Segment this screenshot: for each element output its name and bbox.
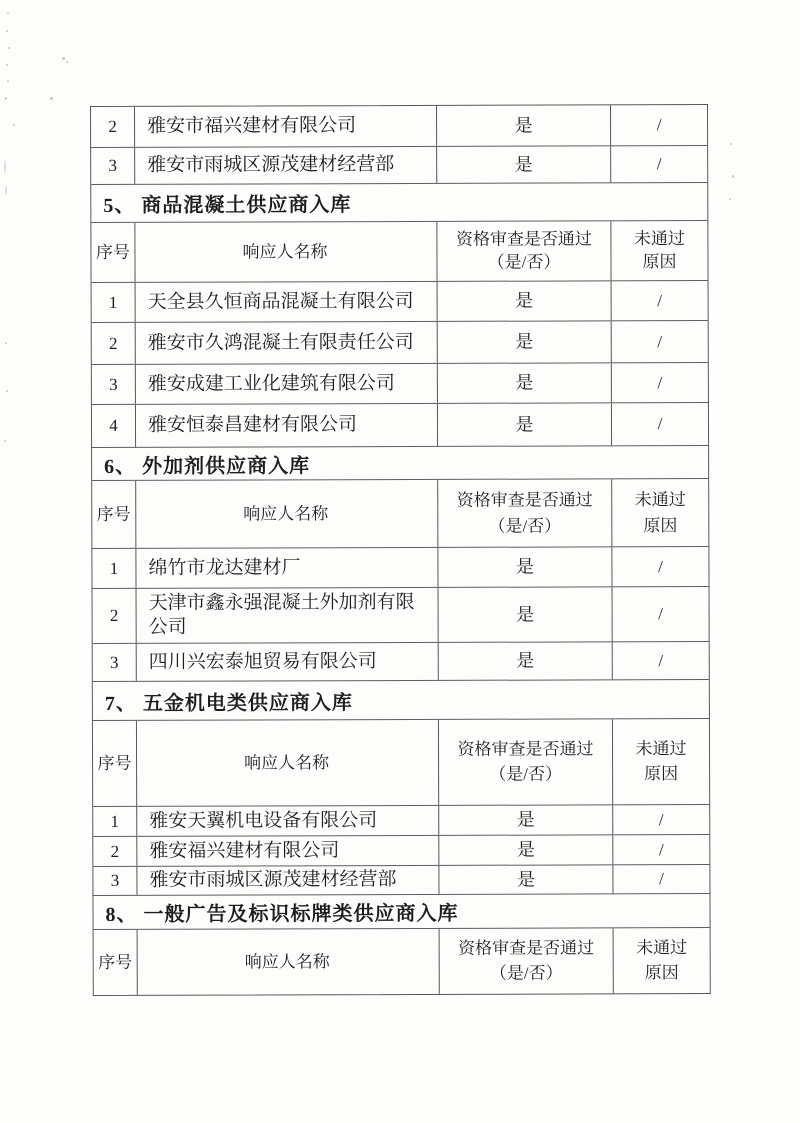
scan-noise <box>6 64 8 66</box>
pass-cell: 是 <box>438 805 612 835</box>
name-cell: 雅安恒泰昌建材有限公司 <box>135 404 437 447</box>
header-reason <box>610 221 707 280</box>
scan-noise <box>13 124 15 126</box>
reason-cell: / <box>612 642 709 679</box>
pass-cell: 是 <box>436 146 610 183</box>
header-pass <box>438 719 612 805</box>
scan-noise <box>4 440 6 442</box>
header-pass-line1: 资格审查是否通过 <box>456 490 593 510</box>
header-reason-line1: 未通过 <box>636 938 688 958</box>
reason-cell: / <box>612 587 709 641</box>
header-seq: 序号 <box>98 952 133 972</box>
pass-cell: 是 <box>438 865 612 894</box>
table-row <box>93 804 709 836</box>
pass-cell: 是 <box>437 403 611 446</box>
seq-cell: 1 <box>109 558 119 578</box>
scan-noise <box>5 342 7 344</box>
header-reason-line2: 原因 <box>644 963 679 983</box>
header-seq: 序号 <box>95 242 130 262</box>
name-cell: 绵竹市龙达建材厂 <box>135 548 437 588</box>
reason-cell: / <box>610 105 707 145</box>
seq-cell: 1 <box>108 292 118 312</box>
section-5-title: 5、 商品混凝土供应商入库 <box>91 182 707 222</box>
name-cell: 雅安福兴建材有限公司 <box>136 836 438 866</box>
header-reason-line1: 未通过 <box>634 489 686 509</box>
table-header-row <box>92 478 708 548</box>
name-cell: 雅安市雨城区源茂建材经营部 <box>136 866 438 895</box>
pass-cell: 是 <box>437 321 611 363</box>
table-row <box>91 105 707 147</box>
header-pass-line2: （是/否） <box>489 765 562 785</box>
table-row <box>93 864 709 895</box>
header-seq: 序号 <box>96 504 131 524</box>
header-reason-line1: 未通过 <box>633 229 685 249</box>
reason-cell: / <box>611 281 708 320</box>
header-reason-line2: 原因 <box>644 764 679 784</box>
seq-cell: 3 <box>110 871 120 891</box>
header-name: 响应人名称 <box>135 480 437 548</box>
scan-noise <box>729 198 731 200</box>
header-pass-line1: 资格审查是否通过 <box>455 229 592 249</box>
reason-cell: / <box>611 363 708 402</box>
reason-cell: / <box>611 321 708 362</box>
table-header-row <box>93 718 709 806</box>
header-pass-line2: （是/否） <box>489 964 563 984</box>
scan-noise <box>5 97 7 100</box>
header-pass-line2: （是/否） <box>487 253 561 273</box>
pass-cell: 是 <box>438 587 612 642</box>
table-row <box>93 834 709 866</box>
seq-cell: 3 <box>108 156 117 176</box>
table-row <box>92 402 708 447</box>
header-pass <box>437 479 611 547</box>
scan-noise <box>6 30 8 32</box>
table-row <box>91 145 707 184</box>
header-pass-line1: 资格审查是否通过 <box>458 938 595 958</box>
scan-noise <box>7 80 9 82</box>
header-pass-line1: 资格审查是否通过 <box>457 739 594 759</box>
name-cell: 雅安市雨城区源茂建材经营部 <box>134 147 436 184</box>
seq-cell: 2 <box>109 606 119 626</box>
table-header-row <box>94 927 710 995</box>
header-name: 响应人名称 <box>136 720 438 806</box>
reason-cell: / <box>611 403 708 445</box>
reason-cell: / <box>612 805 709 834</box>
section-8-title: 8、 一般广告及标识标牌类供应商入库 <box>93 893 709 929</box>
scan-noise <box>6 390 8 392</box>
name-cell: 四川兴宏泰旭贸易有限公司 <box>136 643 438 681</box>
header-reason <box>612 719 709 804</box>
scan-noise <box>62 57 65 60</box>
pass-cell: 是 <box>437 281 611 321</box>
header-reason <box>611 479 708 546</box>
name-cell: 雅安市久鸿混凝土有限责任公司 <box>135 322 437 364</box>
scan-noise <box>732 175 734 178</box>
seq-cell: 2 <box>110 841 120 861</box>
table-row <box>92 280 708 322</box>
seq-cell: 2 <box>108 117 117 137</box>
header-pass <box>439 928 613 994</box>
scan-noise <box>8 47 10 49</box>
seq-cell: 3 <box>109 374 118 394</box>
seq-cell: 4 <box>109 416 118 436</box>
header-name: 响应人名称 <box>134 222 436 282</box>
header-pass <box>436 221 610 281</box>
seq-cell: 3 <box>109 652 119 672</box>
header-name: 响应人名称 <box>137 929 439 995</box>
scan-noise <box>4 160 6 174</box>
reason-cell: / <box>612 835 709 864</box>
reason-cell: / <box>610 146 707 182</box>
header-reason <box>613 928 710 993</box>
header-pass-line2: （是/否） <box>488 516 562 536</box>
pass-cell: 是 <box>436 105 610 146</box>
name-cell: 雅安成建工业化建筑有限公司 <box>135 364 437 404</box>
scan-noise <box>5 185 7 195</box>
seq-cell: 2 <box>108 333 118 353</box>
pass-cell: 是 <box>437 363 611 403</box>
scan-noise <box>7 12 9 14</box>
pass-cell: 是 <box>437 547 611 587</box>
pass-cell: 是 <box>438 835 612 865</box>
header-reason-line2: 原因 <box>643 515 678 536</box>
seq-cell: 1 <box>110 811 120 831</box>
pass-cell: 是 <box>438 642 612 680</box>
scan-noise <box>730 143 732 145</box>
header-reason-line2: 原因 <box>642 252 677 272</box>
header-reason-line1: 未通过 <box>635 739 687 759</box>
scan-noise <box>66 61 68 63</box>
name-cell: 雅安市福兴建材有限公司 <box>134 106 436 147</box>
reason-cell: / <box>611 547 708 586</box>
section-7-title: 7、 五金机电类供应商入库 <box>93 679 709 720</box>
supplier-qualification-table <box>90 104 711 996</box>
header-seq: 序号 <box>97 753 132 773</box>
table-row <box>92 546 708 588</box>
name-cell: 雅安天翼机电设备有限公司 <box>136 806 438 836</box>
table-row <box>92 362 708 404</box>
table-row <box>93 641 709 681</box>
table-header-row <box>91 220 707 282</box>
scan-noise <box>50 97 53 100</box>
table-row <box>93 586 709 643</box>
table-row <box>92 320 708 364</box>
name-cell: 天津市鑫永强混凝土外加剂有限公司 <box>136 588 438 643</box>
name-cell: 天全县久恒商品混凝土有限公司 <box>135 282 437 322</box>
reason-cell: / <box>612 865 709 893</box>
section-6-title: 6、 外加剂供应商入库 <box>92 445 708 480</box>
